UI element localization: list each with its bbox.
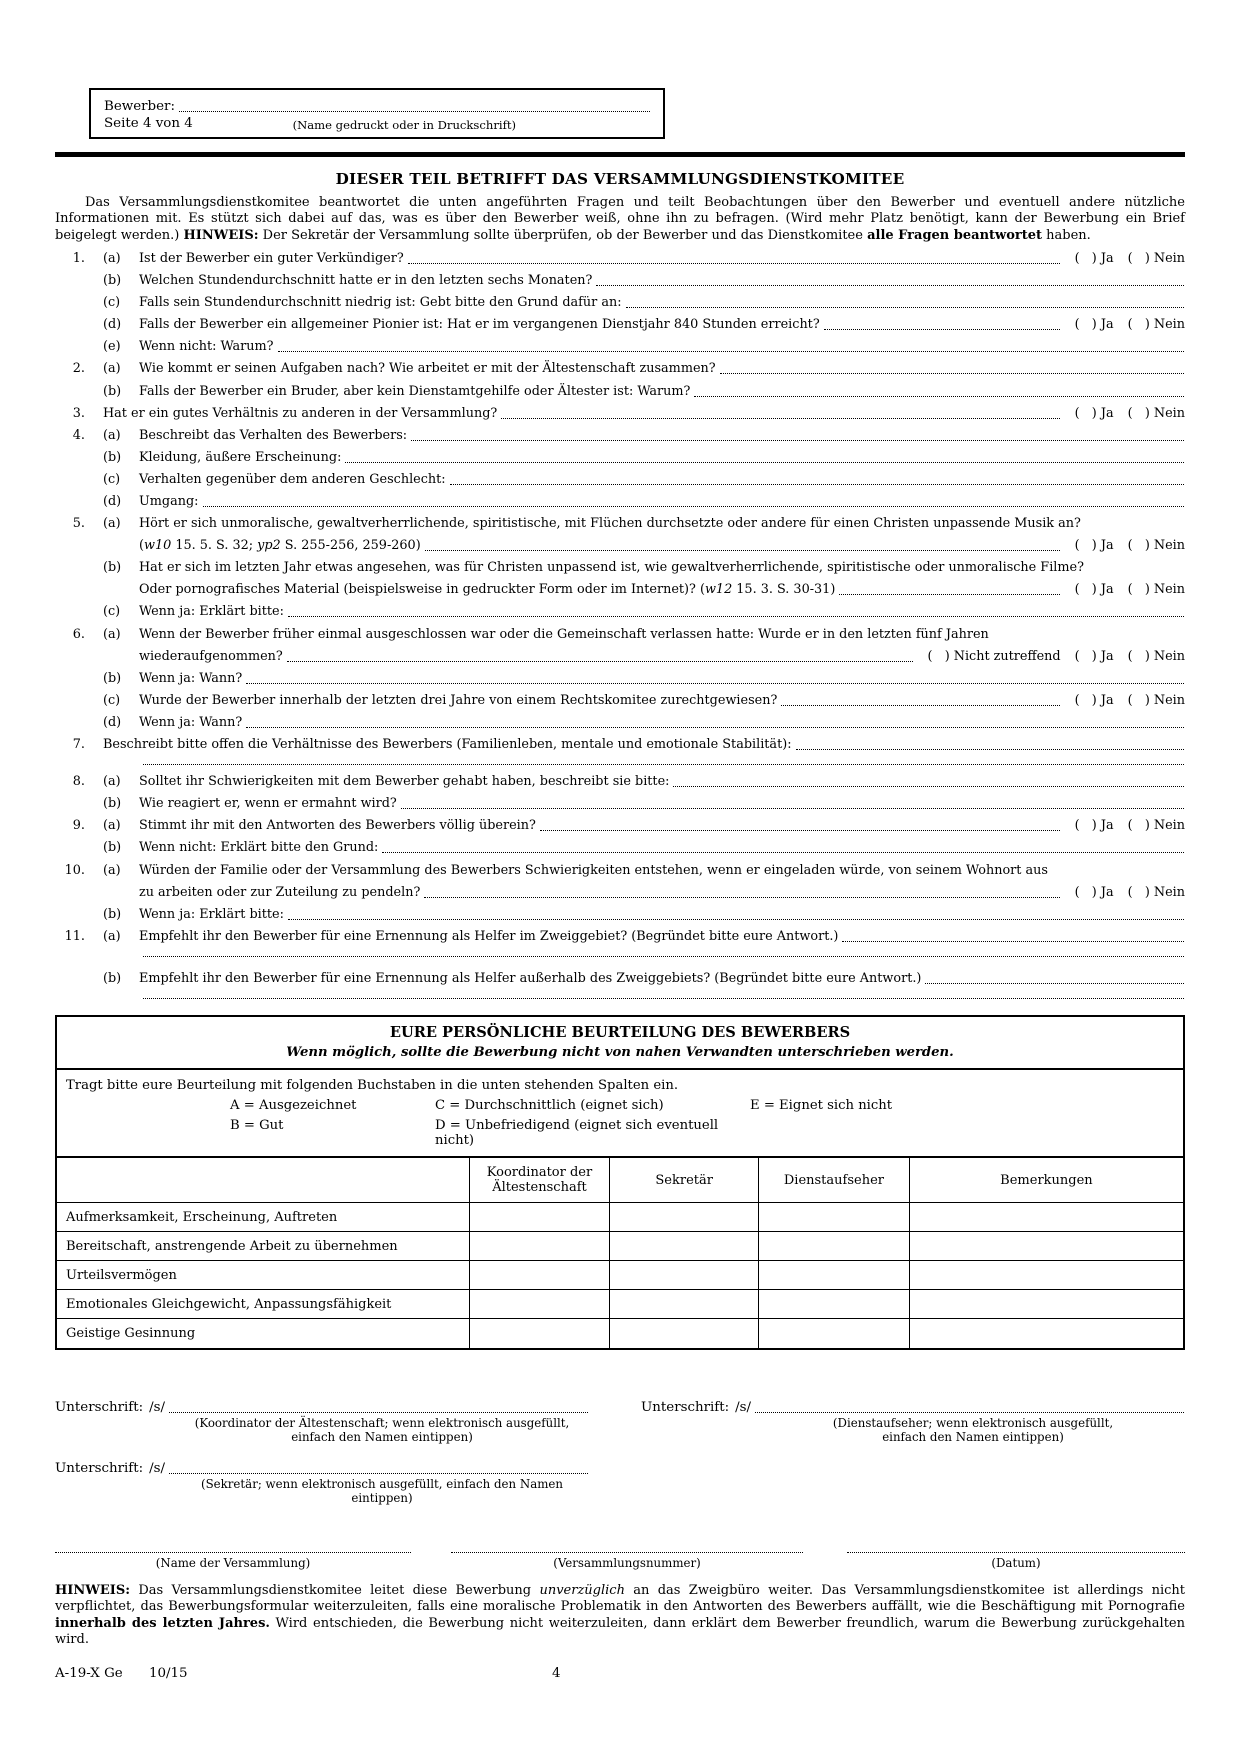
applicant-header-box [89,88,665,139]
evaluation-title: EURE PERSÖNLICHE BEURTEILUNG DES BEWERBERS [389,1023,851,1041]
question-number: 3. [72,405,85,421]
question-line [55,649,1185,664]
question-letter: (c) [103,692,121,708]
question-letter: (a) [103,427,121,443]
congregation-number-line[interactable] [451,1540,803,1553]
text-segment: w10 [144,538,172,554]
text-segment: HINWEIS: [55,1582,131,1598]
row-label: Aufmerksamkeit, Erscheinung, Auftreten [57,1203,469,1232]
write-in-line[interactable] [246,683,1184,684]
column-header: Sekretär [610,1158,759,1203]
write-in-line[interactable] [596,285,1184,286]
date-caption: (Datum) [991,1555,1041,1570]
legend-row [57,1098,1183,1113]
write-in-line[interactable] [839,594,1059,595]
evaluation-subtitle: Wenn möglich, sollte die Bewerbung nicht von nahen Verwandten unterschrieben werden. [286,1044,954,1060]
header-blank-cell [57,1158,469,1203]
bewerber-label: Bewerber: [104,99,175,114]
rating-cell[interactable] [758,1319,909,1348]
question-line [55,295,1185,310]
question-line [55,929,1185,944]
evaluation-table [57,1158,1183,1348]
question-line [55,956,1185,959]
rating-legend [57,1098,1183,1148]
question-text: Wenn ja: Erklärt bitte: [139,906,284,922]
signature-label: Unterschrift: [55,1399,144,1415]
rating-cell[interactable] [610,1232,759,1261]
answer-option-nein[interactable]: ( ) Nein [1127,250,1185,266]
write-in-line[interactable] [450,484,1184,485]
signature-label: Unterschrift: [55,1461,144,1477]
question-line [55,406,1185,421]
rating-cell[interactable] [909,1232,1183,1261]
evaluation-instruction: Tragt bitte eure Beurteilung mit folgenden Buchstaben in die unten stehenden Spalten ein. [66,1077,679,1093]
text-segment: 15. 5. S. 32; [171,538,258,554]
column-header: Dienstaufseher [758,1158,909,1203]
rating-cell[interactable] [610,1290,759,1319]
question-line [55,251,1185,266]
question-letter: (c) [103,471,121,487]
secretary-signature-line[interactable] [169,1473,588,1474]
rating-cell[interactable] [758,1203,909,1232]
evaluation-row [57,1232,1183,1261]
question-line [55,361,1185,376]
question-line [55,971,1185,986]
caption-line: einfach den Namen eintippen) [882,1429,1064,1444]
question-text: Umgang: [139,494,199,510]
question-text: Wurde der Bewerber innerhalb der letzten drei Jahre von einem Rechtskomitee zurechtgewiesen? [139,692,778,708]
date-field [847,1540,1185,1570]
answer-option-nein[interactable]: ( ) Nein [1127,818,1185,834]
write-in-line[interactable] [143,764,1184,765]
question-letter: (c) [103,604,121,620]
column-header: Koordinator der Ältestenschaft [469,1158,610,1203]
text-segment: an das Zweigbüro weiter. Das Versammlungsdienstkomitee ist allerdings nicht verpflichtet, das Bewerbungsformular weiterzuleiten, falls eine moralische Problematik in den Antworten des Bewerbers auffällt, wie die Beschäftigung mit Pornografie [55,1582,1185,1615]
section-title: DIESER TEIL BETRIFFT DAS VERSAMMLUNGSDIENSTKOMITEE [335,170,905,188]
question-line [55,737,1185,752]
rating-cell[interactable] [909,1261,1183,1290]
evaluation-row [57,1319,1183,1348]
evaluation-row [57,1261,1183,1290]
coordinator-signature-caption [55,1417,589,1445]
write-in-line[interactable] [424,897,1059,898]
question-letter: (a) [103,516,121,532]
question-text: Wenn ja: Wann? [139,670,243,686]
congregation-number-caption: (Versammlungsnummer) [553,1555,701,1570]
question-line [55,494,1185,509]
rating-cell[interactable] [469,1261,610,1290]
question-line [55,863,1185,878]
question-text: Hat er ein gutes Verhältnis zu anderen in der Versammlung? [103,405,498,421]
question-text: Hört er sich unmoralische, gewaltverherrlichende, spiritistische, mit Flüchen durchsetzte oder andere für einen Christen unpassende Musik an? [139,516,1081,532]
column-header: Bemerkungen [909,1158,1183,1203]
write-in-line[interactable] [203,506,1185,507]
congregation-name-caption: (Name der Versammlung) [155,1555,311,1570]
question-letter: (a) [103,626,121,642]
service-overseer-signature-line[interactable] [755,1412,1184,1413]
question-text: Welchen Stundendurchschnitt hatte er in den letzten sechs Monaten? [139,273,593,289]
question-letter: (c) [103,295,121,311]
answer-option-nein[interactable]: ( ) Nein [1127,692,1185,708]
write-in-line[interactable] [425,550,1060,551]
row-label: Bereitschaft, anstrengende Arbeit zu übernehmen [57,1232,469,1261]
answer-option-ja[interactable]: ( ) Ja [1074,818,1114,834]
text-segment: innerhalb des letzten Jahres. [55,1615,270,1631]
question-text [139,538,421,553]
question-line [55,516,1185,531]
question-line [55,693,1185,708]
congregation-name-line[interactable] [55,1540,411,1553]
question-line [55,840,1185,855]
write-in-line[interactable] [720,373,1184,374]
question-letter: (b) [103,796,122,812]
question-letter: (b) [103,970,122,986]
question-letter: (b) [103,560,122,576]
question-text: Solltet ihr Schwierigkeiten mit dem Bewerber gehabt haben, beschreibt sie bitte: [139,774,670,790]
rating-cell[interactable] [610,1261,759,1290]
question-line [55,715,1185,730]
question-line [55,428,1185,443]
answer-option-nein[interactable]: ( ) Nein [1127,884,1185,900]
question-number: 6. [72,626,85,642]
intro-paragraph [55,195,1185,244]
question-line [55,671,1185,686]
question-letter: (b) [103,840,122,856]
question-letter: (b) [103,449,122,465]
answer-option-nein[interactable]: ( ) Nein [1127,538,1185,554]
rating-cell[interactable] [909,1290,1183,1319]
row-label: Geistige Gesinnung [57,1319,469,1348]
question-letter: (b) [103,273,122,289]
row-label: Urteilsvermögen [57,1261,469,1290]
question-letter: (a) [103,250,121,266]
question-letter: (b) [103,906,122,922]
question-text: Beschreibt das Verhalten des Bewerbers: [139,427,408,443]
rating-cell[interactable] [469,1232,610,1261]
legend-row [57,1118,1183,1148]
text-segment: ( [139,538,144,554]
answer-option-ja[interactable]: ( ) Ja [1074,538,1114,554]
page-note: Seite 4 von 4 [104,116,193,131]
question-number: 8. [72,774,85,790]
write-in-line[interactable] [345,462,1184,463]
question-text: Beschreibt bitte offen die Verhältnisse des Bewerbers (Familienleben, mentale und emotionale Stabilität): [103,737,792,753]
question-text: Wenn nicht: Erklärt bitte den Grund: [139,840,379,856]
text-segment: Der Sekretär der Versammlung sollte überprüfen, ob der Bewerber und das Dienstkomitee [258,227,868,243]
answer-option-nein[interactable]: ( ) Nein [1127,648,1185,664]
evaluation-table-header-row [57,1158,1183,1203]
write-in-line[interactable] [288,616,1184,617]
answer-option-ja[interactable]: ( ) Ja [1074,405,1114,421]
question-text: Ist der Bewerber ein guter Verkündiger? [139,250,404,266]
question-letter: (a) [103,361,121,377]
question-line [55,273,1185,288]
congregation-name-field [55,1540,411,1570]
caption-line: (Koordinator der Ältestenschaft; wenn elektronisch ausgefüllt, [194,1415,570,1430]
question-number: 4. [72,427,85,443]
question-line [55,818,1185,833]
text-segment: Oder pornografisches Material (beispielsweise in gedruckter Form oder im Internet)? ( [139,582,705,598]
question-letter: (a) [103,862,121,878]
evaluation-row [57,1203,1183,1232]
question-number: 10. [64,862,85,878]
footer [55,1666,1185,1681]
rating-cell[interactable] [758,1232,909,1261]
write-in-line[interactable] [842,941,1184,942]
text-segment: w12 [704,582,733,598]
applicant-name-line[interactable] [179,111,650,112]
rating-cell[interactable] [610,1319,759,1348]
question-letter: (a) [103,928,121,944]
answer-option-nein[interactable]: ( ) Nein [1127,405,1185,421]
question-text: Wie reagiert er, wenn er ermahnt wird? [139,796,397,812]
form-revision: 10/15 [148,1665,188,1681]
write-in-line[interactable] [781,705,1059,706]
rating-cell[interactable] [909,1203,1183,1232]
write-in-line[interactable] [382,852,1184,853]
question-letter: (b) [103,670,122,686]
rating-cell[interactable] [469,1203,610,1232]
evaluation-box [55,1015,1185,1350]
question-text: zu arbeiten oder zur Zuteilung zu pendeln? [139,884,421,900]
write-in-line[interactable] [401,808,1184,809]
signature-secretary [55,1461,589,1506]
questions-list [55,251,1185,1001]
question-line [55,339,1185,354]
coordinator-signature-line[interactable] [169,1412,588,1413]
question-line [55,538,1185,553]
row-label: Emotionales Gleichgewicht, Anpassungsfähigkeit [57,1290,469,1319]
question-text: Empfehlt ihr den Bewerber für eine Ernennung als Helfer außerhalb des Zweiggebiets? (Begründet bitte eure Antwort.) [139,970,922,986]
text-segment: Das Versammlungsdienstkomitee beantwortet die unten angeführten Fragen und teilt Beobachtungen über den Bewerber und eventuell andere nützliche Informationen mit. Es stützt sich dabei auf das, was es über den Bewerber weiß, ohne ihn zu befragen. (Wird mehr Platz benötigt, kann der Bewerbung ein Brief beigelegt werden.) [55,195,1185,243]
question-text: Wie kommt er seinen Aufgaben nach? Wie arbeitet er mit der Ältestenschaft zusammen? [139,361,716,377]
write-in-line[interactable] [246,727,1184,728]
write-in-line[interactable] [278,351,1184,352]
legend-item: A = Ausgezeichnet [230,1097,357,1113]
signature-coordinator [55,1400,589,1445]
caption-line: einfach den Namen eintippen) [291,1429,473,1444]
caption-line: (Sekretär; wenn elektronisch ausgefüllt, einfach den Namen eintippen) [200,1477,564,1506]
question-letter: (a) [103,774,121,790]
question-line [55,582,1185,597]
answer-option-nein[interactable]: ( ) Nein [1127,317,1185,333]
question-line [55,998,1185,1001]
question-line [55,604,1185,619]
write-in-line[interactable] [694,396,1184,397]
question-line [55,764,1185,767]
question-number: 1. [72,250,85,266]
text-segment: Das Versammlungsdienstkomitee leitet diese Bewerbung [130,1582,540,1598]
evaluation-row [57,1290,1183,1319]
rating-cell[interactable] [610,1203,759,1232]
legend-item: D = Unbefriedigend (eignet sich eventuell nicht) [435,1117,719,1148]
question-number: 7. [72,737,85,753]
question-number: 9. [72,818,85,834]
question-text: Falls der Bewerber ein allgemeiner Pionier ist: Hat er im vergangenen Dienstjahr 840 Stunden erreicht? [139,317,820,333]
answer-option-ja[interactable]: ( ) Ja [1074,582,1114,598]
text-segment: yp2 [257,538,281,554]
final-note [55,1583,1185,1649]
rating-cell[interactable] [469,1290,610,1319]
question-line [55,450,1185,465]
write-in-line[interactable] [411,440,1184,441]
section-divider-rule [55,152,1185,157]
text-segment: 15. 3. S. 30-31) [732,582,836,598]
answer-option-ja[interactable]: ( ) Ja [1074,648,1114,664]
date-line[interactable] [847,1540,1185,1553]
question-line [55,885,1185,900]
caption-line: (Dienstaufseher; wenn elektronisch ausgefüllt, [832,1415,1114,1430]
evaluation-header [57,1017,1183,1070]
answer-option-nein[interactable]: ( ) Nein [1127,582,1185,598]
answer-option-ja[interactable]: ( ) Ja [1074,250,1114,266]
question-line [55,384,1185,399]
s-mark: /s/ [149,1461,166,1477]
question-text: Wenn ja: Wann? [139,714,243,730]
question-text: Kleidung, äußere Erscheinung: [139,449,342,465]
question-line [55,560,1185,575]
question-text: Verhalten gegenüber dem anderen Geschlecht: [139,471,446,487]
congregation-fields [55,1540,1185,1570]
write-in-line[interactable] [796,749,1184,750]
write-in-line[interactable] [501,418,1059,419]
s-mark: /s/ [149,1399,166,1415]
legend-item: C = Durchschnittlich (eignet sich) [435,1097,664,1113]
question-text: Stimmt ihr mit den Antworten des Bewerbers völlig überein? [139,818,536,834]
question-letter: (d) [103,714,122,730]
signature-label: Unterschrift: [641,1399,730,1415]
text-segment: S. 255-256, 259-260) [280,538,421,554]
answer-option-nicht-zutreffend[interactable]: ( ) Nicht zutreffend [927,648,1061,664]
write-in-line[interactable] [408,263,1060,264]
legend-item: B = Gut [230,1117,284,1133]
write-in-line[interactable] [287,661,913,662]
answer-option-ja[interactable]: ( ) Ja [1074,692,1114,708]
question-text: Würden der Familie oder der Versammlung des Bewerbers Schwierigkeiten entstehen, wenn er eingeladen würde, von seinem Wohnort aus [139,862,1048,878]
write-in-line[interactable] [288,919,1184,920]
write-in-line[interactable] [143,998,1184,999]
signature-service-overseer [641,1400,1185,1445]
write-in-line[interactable] [673,786,1184,787]
rating-cell[interactable] [758,1290,909,1319]
evaluation-grid [57,1156,1183,1348]
rating-cell[interactable] [469,1319,610,1348]
question-line [55,472,1185,487]
question-line [55,627,1185,642]
text-segment: HINWEIS: [183,227,259,243]
applicant-name-caption: (Name gedruckt oder in Druckschrift) [292,118,517,132]
legend-item: E = Eignet sich nicht [750,1097,893,1113]
question-letter: (d) [103,317,122,333]
congregation-number-field [451,1540,803,1570]
question-line [55,774,1185,789]
question-text: Wenn ja: Erklärt bitte: [139,604,284,620]
answer-option-ja[interactable]: ( ) Ja [1074,884,1114,900]
question-text: Falls sein Stundendurchschnitt niedrig ist: Gebt bitte den Grund dafür an: [139,295,622,311]
question-text: Falls der Bewerber ein Bruder, aber kein Dienstamtgehilfe oder Ältester ist: Warum? [139,383,691,399]
secretary-signature-caption [55,1478,589,1506]
question-letter: (e) [103,339,121,355]
write-in-line[interactable] [824,329,1060,330]
question-number: 11. [64,928,85,944]
question-text: wiederaufgenommen? [139,648,283,664]
question-text: Wenn nicht: Warum? [139,339,274,355]
rating-cell[interactable] [758,1261,909,1290]
text-segment: haben. [1042,227,1091,243]
page-number: 4 [552,1665,561,1681]
question-number: 2. [72,361,85,377]
question-line [55,317,1185,332]
question-letter: (d) [103,494,122,510]
signature-row [55,1400,1185,1445]
question-text: Wenn der Bewerber früher einmal ausgeschlossen war oder die Gemeinschaft verlassen hatte: Wurde er in den letzten fünf Jahren [139,626,989,642]
text-segment: alle Fragen beantwortet [867,227,1043,243]
question-number: 5. [72,516,85,532]
write-in-line[interactable] [143,956,1184,957]
question-line [55,907,1185,922]
question-text [139,582,835,597]
question-line [55,796,1185,811]
question-letter: (a) [103,818,121,834]
form-code: A-19-X Ge [55,1665,123,1681]
text-segment: Wird entschieden, die Bewerbung nicht weiterzuleiten, dann erklärt dem Bewerber freundlich, warum die Bewerbung zurückgehalten wird. [55,1615,1185,1648]
question-letter: (b) [103,383,122,399]
question-text: Empfehlt ihr den Bewerber für eine Ernennung als Helfer im Zweiggebiet? (Begründet bitte eure Antwort.) [139,928,839,944]
write-in-line[interactable] [626,307,1184,308]
service-overseer-signature-caption [641,1417,1185,1445]
write-in-line[interactable] [925,983,1184,984]
answer-option-ja[interactable]: ( ) Ja [1074,317,1114,333]
s-mark: /s/ [735,1399,752,1415]
rating-cell[interactable] [909,1319,1183,1348]
text-segment: unverzüglich [539,1582,625,1598]
write-in-line[interactable] [540,830,1060,831]
question-text: Hat er sich im letzten Jahr etwas angesehen, was für Christen unpassend ist, wie gewaltverherrlichende, spiritistische oder unmoralische Filme? [139,560,1084,576]
